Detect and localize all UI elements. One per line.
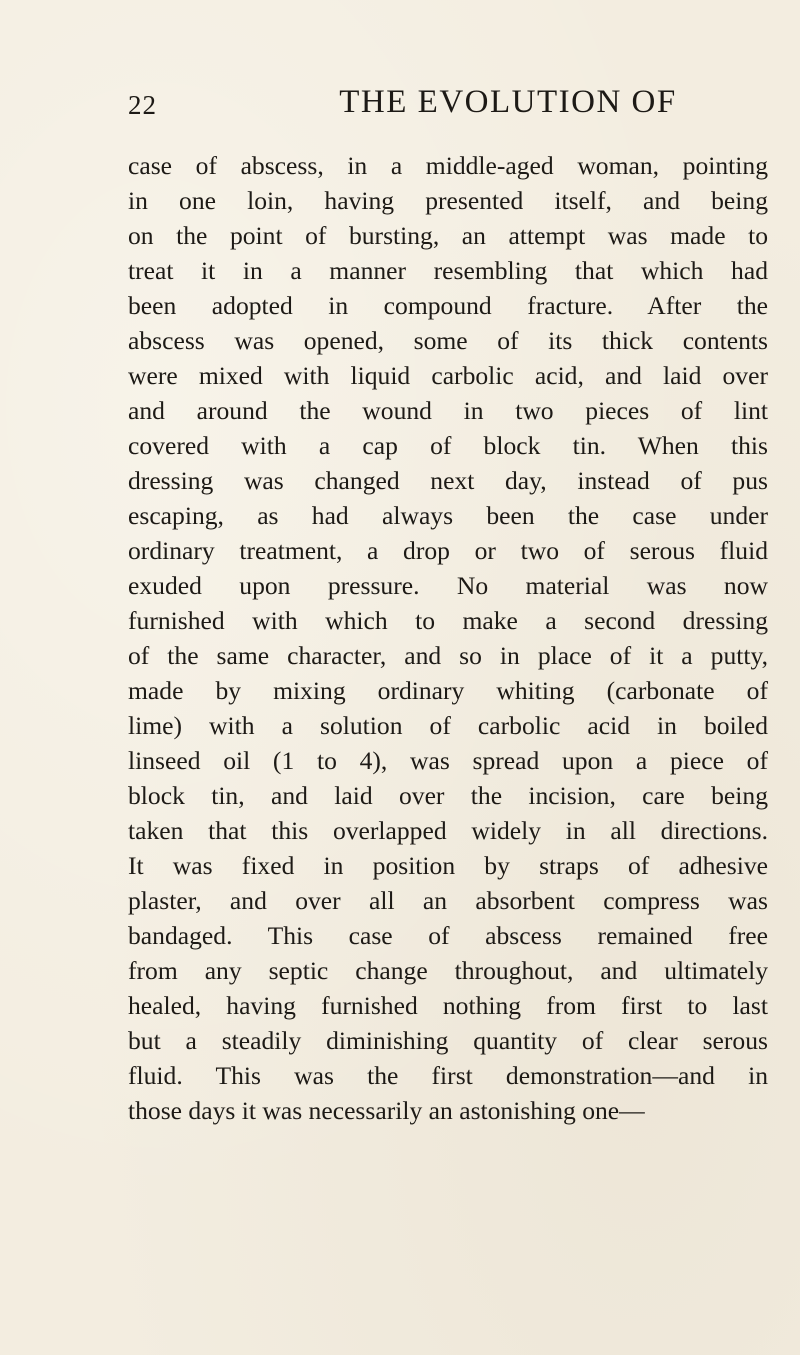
text-line: fluid. This was the first demonstration—and in (128, 1061, 768, 1090)
text-line: exuded upon pressure. No material was now (128, 571, 768, 600)
text-line: those days it was necessarily an astonishing one— (128, 1096, 645, 1125)
text-line: abscess was opened, some of its thick contents (128, 326, 768, 355)
text-line: were mixed with liquid carbolic acid, and laid over (128, 361, 768, 390)
text-line: healed, having furnished nothing from first to last (128, 991, 768, 1020)
text-line: linseed oil (1 to 4), was spread upon a piece of (128, 746, 768, 775)
text-line: escaping, as had always been the case under (128, 501, 768, 530)
text-line: been adopted in compound fracture. After the (128, 291, 768, 320)
text-line: but a steadily diminishing quantity of clear serous (128, 1026, 768, 1055)
text-line: covered with a cap of block tin. When this (128, 431, 768, 460)
text-line: case of abscess, in a middle-aged woman, pointing (128, 151, 768, 180)
text-line: block tin, and laid over the incision, care being (128, 781, 768, 810)
text-line: bandaged. This case of abscess remained free (128, 921, 768, 950)
text-line: on the point of bursting, an attempt was made to (128, 221, 768, 250)
text-line: treat it in a manner resembling that which had (128, 256, 768, 285)
text-line: of the same character, and so in place of it a putty, (128, 641, 768, 670)
body-text (128, 148, 768, 1128)
text-line: plaster, and over all an absorbent compress was (128, 886, 768, 915)
text-line: taken that this overlapped widely in all directions. (128, 816, 768, 845)
page-number: 22 (128, 90, 157, 120)
text-line: made by mixing ordinary whiting (carbonate of (128, 676, 768, 705)
text-line: ordinary treatment, a drop or two of serous fluid (128, 536, 768, 565)
page-header (128, 84, 768, 128)
text-line: It was fixed in position by straps of adhesive (128, 851, 768, 880)
text-line: dressing was changed next day, instead of pus (128, 466, 768, 495)
running-head: THE EVOLUTION OF (339, 84, 677, 120)
text-line: from any septic change throughout, and ultimately (128, 956, 768, 985)
text-line: and around the wound in two pieces of lint (128, 396, 768, 425)
text-line: furnished with which to make a second dressing (128, 606, 768, 635)
text-line: in one loin, having presented itself, and being (128, 186, 768, 215)
text-line: lime) with a solution of carbolic acid in boiled (128, 711, 768, 740)
